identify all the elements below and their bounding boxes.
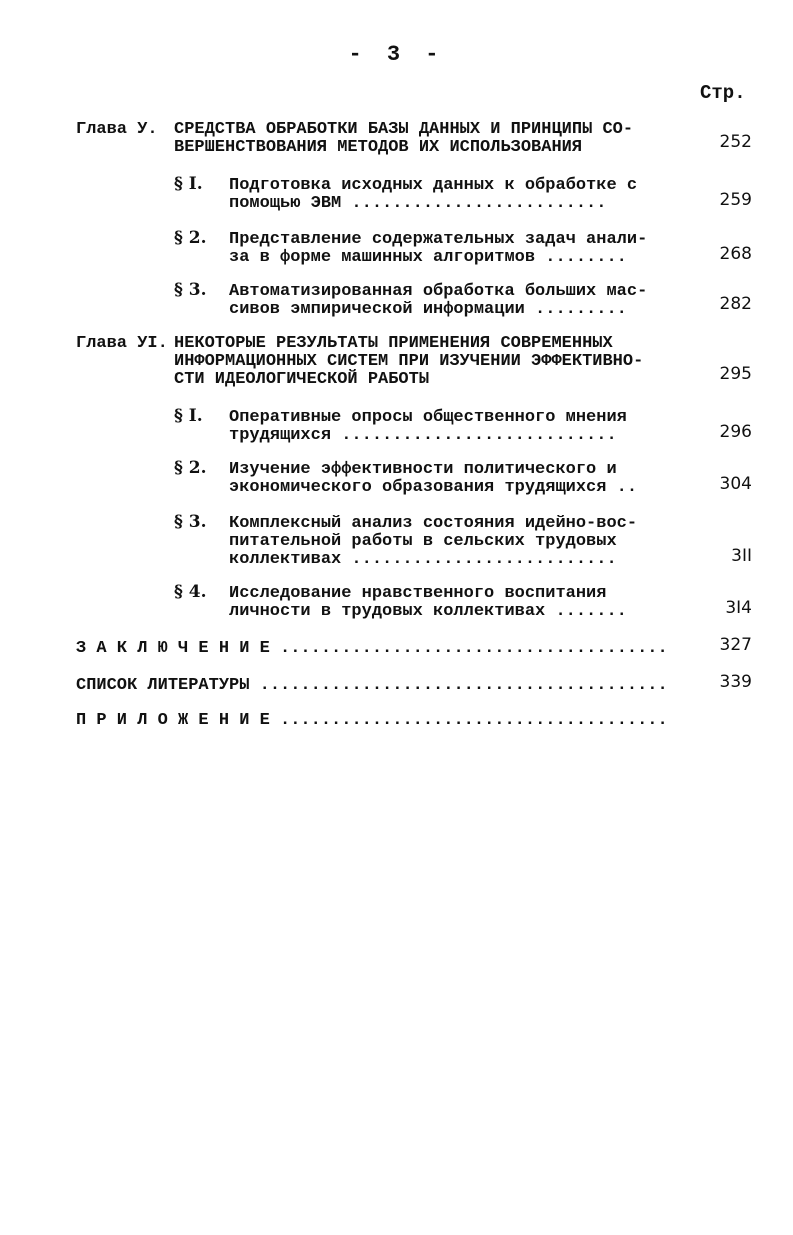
toc-line: Изучение эффективности политического и <box>229 460 617 479</box>
toc-prefix: Глава УI. <box>76 334 168 353</box>
toc-page-number: 339 <box>719 672 752 692</box>
toc-page-number: 3I4 <box>725 598 752 618</box>
toc-page-number: 252 <box>719 132 752 152</box>
toc-page-number: 296 <box>719 422 752 442</box>
toc-line: ИНФОРМАЦИОННЫХ СИСТЕМ ПРИ ИЗУЧЕНИИ ЭФФЕКТИВНО- <box>174 352 644 371</box>
toc-line: Представление содержательных задач анали- <box>229 230 648 249</box>
toc-page-number: 282 <box>719 294 752 314</box>
toc-page-number: 259 <box>719 190 752 210</box>
toc-line: питательной работы в сельских трудовых <box>229 532 617 551</box>
toc-line: Оперативные опросы общественного мнения <box>229 408 627 427</box>
toc-page-number: 295 <box>719 364 752 384</box>
toc-line: трудящихся ........................... <box>229 426 617 445</box>
toc-line: СТИ ИДЕОЛОГИЧЕСКОЙ РАБОТЫ <box>174 370 430 389</box>
toc-line: СРЕДСТВА ОБРАБОТКИ БАЗЫ ДАННЫХ И ПРИНЦИПЫ СО- <box>174 120 634 139</box>
page-column-label: Стр. <box>700 82 746 104</box>
toc-line: Комплексный анализ состояния идейно-вос- <box>229 514 638 533</box>
toc-line: Исследование нравственного воспитания <box>229 584 607 603</box>
toc-page-number: 268 <box>719 244 752 264</box>
toc-page-number: 3II <box>731 546 752 566</box>
toc-line: личности в трудовых коллективах ....... <box>229 602 627 621</box>
toc-prefix: § 2. <box>174 458 207 478</box>
toc-prefix: § 3. <box>174 280 207 300</box>
toc-prefix: § I. <box>174 174 203 194</box>
toc-line: помощью ЭВМ ......................... <box>229 194 607 213</box>
page-number: - 3 - <box>348 42 445 67</box>
toc-prefix: § 2. <box>174 228 207 248</box>
toc-prefix: § 3. <box>174 512 207 532</box>
toc-line: Подготовка исходных данных к обработке с <box>229 176 638 195</box>
toc-page-number: 327 <box>719 635 752 655</box>
toc-line: ВЕРШЕНСТВОВАНИЯ МЕТОДОВ ИХ ИСПОЛЬЗОВАНИЯ <box>174 138 583 157</box>
toc-line: НЕКОТОРЫЕ РЕЗУЛЬТАТЫ ПРИМЕНЕНИЯ СОВРЕМЕННЫХ <box>174 334 613 353</box>
toc-line: Автоматизированная обработка больших мас- <box>229 282 648 301</box>
toc-prefix: § 4. <box>174 582 207 602</box>
toc-line: СПИСОК ЛИТЕРАТУРЫ ........................................ <box>76 676 668 695</box>
toc-page-number: 304 <box>719 474 752 494</box>
toc-line: коллективах .......................... <box>229 550 617 569</box>
toc-prefix: Глава У. <box>76 120 158 139</box>
toc-prefix: § I. <box>174 406 203 426</box>
toc-line: П Р И Л О Ж Е Н И Е ...................................... <box>76 711 668 730</box>
toc-line: З А К Л Ю Ч Е Н И Е ...................................... <box>76 639 668 658</box>
toc-line: сивов эмпирической информации ......... <box>229 300 627 319</box>
toc-line: за в форме машинных алгоритмов ........ <box>229 248 627 267</box>
toc-line: экономического образования трудящихся .. <box>229 478 638 497</box>
